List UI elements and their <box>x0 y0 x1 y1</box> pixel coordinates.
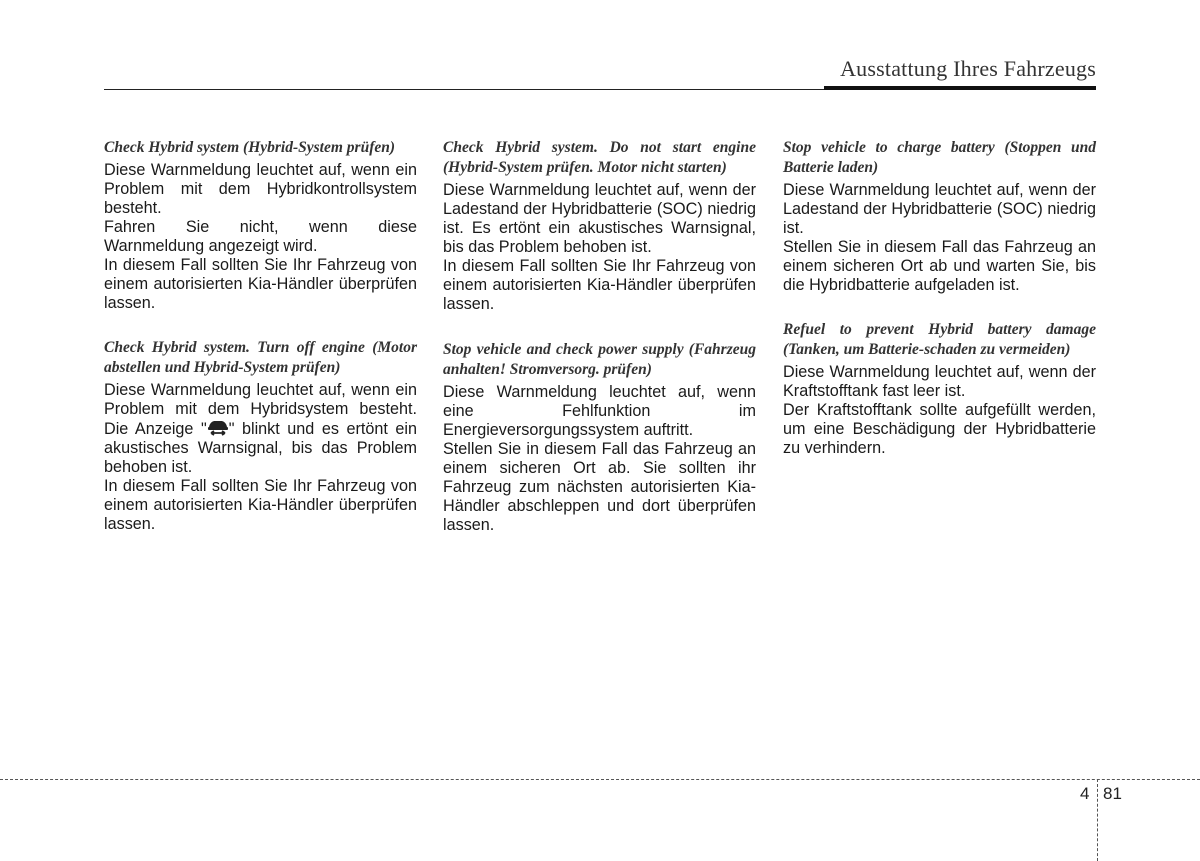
section-spacer <box>104 313 417 338</box>
paragraph: Diese Warnmeldung leuchtet auf, wenn eine Fehlfunktion im Energieversorgungssystem auftritt. <box>443 383 756 439</box>
paragraph: In diesem Fall sollten Sie Ihr Fahrzeug von einem autorisierten Kia-Händler überprüfen lassen. <box>443 257 756 313</box>
footer-divider <box>0 779 1200 780</box>
section-spacer <box>783 295 1096 320</box>
paragraph: Fahren Sie nicht, wenn diese Warnmeldung angezeigt wird. <box>104 218 417 255</box>
paragraph: Diese Warnmeldung leuchtet auf, wenn der Kraftstofftank fast leer ist. <box>783 363 1096 400</box>
paragraph: Der Kraftstofftank sollte aufgefüllt werden, um eine Beschädigung der Hybridbatterie zu verhindern. <box>783 401 1096 457</box>
paragraph: In diesem Fall sollten Sie Ihr Fahrzeug von einem autorisierten Kia-Händler überprüfen lassen. <box>104 477 417 533</box>
footer-page-divider <box>1097 779 1098 861</box>
hybrid-warning-icon <box>207 419 229 437</box>
paragraph: Diese Warnmeldung leuchtet auf, wenn ein Problem mit dem Hybridkontrollsystem besteht. <box>104 161 417 217</box>
section-check-power-supply <box>443 340 756 535</box>
section-heading: Check Hybrid system (Hybrid-System prüfen) <box>104 139 396 156</box>
column-1 <box>104 138 417 534</box>
page-number: 81 <box>1103 784 1122 803</box>
section-charge-battery <box>783 138 1096 295</box>
paragraph: Stellen Sie in diesem Fall das Fahrzeug an einem sicheren Ort ab. Sie sollten ihr Fahrzeug zum nächsten autorisierten Kia-Händler abschleppen und dort überprüfen lassen. <box>443 440 756 534</box>
column-3 <box>783 138 1096 458</box>
header-rule <box>104 89 824 90</box>
paragraph: In diesem Fall sollten Sie Ihr Fahrzeug von einem autorisierten Kia-Händler überprüfen lassen. <box>104 256 417 312</box>
paragraph: Diese Warnmeldung leuchtet auf, wenn der Ladestand der Hybridbatterie (SOC) niedrig ist. Es ertönt ein akustisches Warnsignal, bis das Problem behoben ist. <box>443 181 756 256</box>
chapter-number: 4 <box>1080 784 1090 803</box>
section-heading: Refuel to prevent Hybrid battery damage (Tanken, um Batterie-schaden zu vermeiden) <box>783 321 1096 358</box>
section-spacer <box>443 314 756 340</box>
section-heading: Stop vehicle to charge battery (Stoppen und Batterie laden) <box>783 139 1096 176</box>
section-do-not-start-engine <box>443 138 756 314</box>
header-rule-accent <box>824 86 1096 90</box>
paragraph: Diese Warnmeldung leuchtet auf, wenn der Ladestand der Hybridbatterie (SOC) niedrig ist. <box>783 181 1096 237</box>
section-heading: Check Hybrid system. Do not start engine (Hybrid-System prüfen. Motor nicht starten) <box>443 139 756 176</box>
paragraph-text: Diese Warnmeldung leuchtet auf, wenn ein Problem mit dem Hybridsystem besteht. Die Anzeige " <box>104 381 417 438</box>
section-turn-off-engine <box>104 338 417 534</box>
section-refuel <box>783 320 1096 458</box>
section-check-hybrid-system <box>104 138 417 313</box>
paragraph-with-icon <box>104 381 417 477</box>
section-heading: Check Hybrid system. Turn off engine (Motor abstellen und Hybrid-System prüfen) <box>104 339 417 376</box>
paragraph: Stellen Sie in diesem Fall das Fahrzeug an einem sicheren Ort ab und warten Sie, bis die Hybridbatterie aufgeladen ist. <box>783 238 1096 294</box>
section-heading: Stop vehicle and check power supply (Fahrzeug anhalten! Stromversorg. prüfen) <box>443 341 756 378</box>
header-title: Ausstattung Ihres Fahrzeugs <box>840 56 1096 81</box>
paragraph-text: " blinkt und es ertönt ein akustisches Warnsignal, bis das Problem behoben ist. <box>104 420 417 476</box>
column-2 <box>443 138 756 535</box>
